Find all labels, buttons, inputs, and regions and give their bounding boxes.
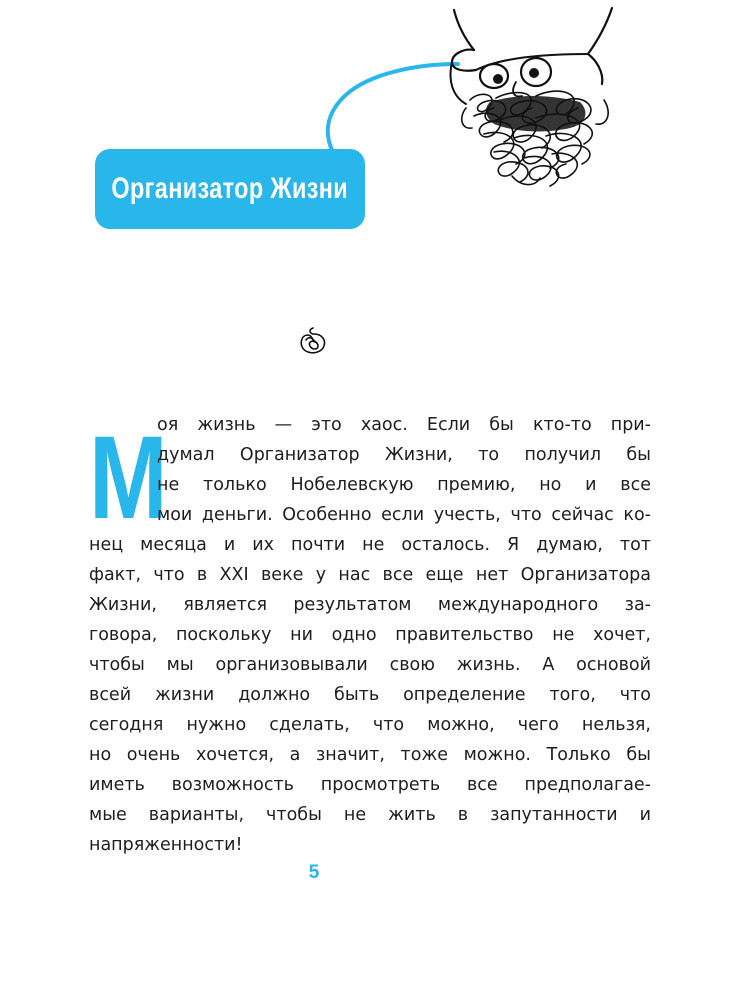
chapter-title: Организатор Жизни (111, 172, 349, 205)
connector-line (328, 64, 458, 150)
body-text-line: всей жизни должно быть определение того, что (89, 685, 651, 705)
body-text-line: но очень хочется, а значит, тоже можно. Только бы (89, 745, 651, 765)
page-number: 5 (308, 862, 320, 883)
body-text-line: Жизни, является результатом международного за- (89, 595, 651, 615)
body-text-line: факт, что в XXI веке у нас все еще нет Организатора (89, 565, 651, 585)
swirl-ornament-icon (298, 324, 328, 356)
drop-cap: М (89, 412, 168, 544)
body-text-line-last: напряженности! (89, 835, 243, 855)
body-text-line: сегодня нужно сделать, что можно, чего нельзя, (89, 715, 651, 735)
body-text-line: мые варианты, чтобы не жить в запутанности и (89, 805, 651, 825)
bearded-face-icon (451, 8, 612, 186)
body-text-line: нец месяца и их почти не осталось. Я думаю, тот (89, 535, 651, 555)
body-text-line: оя жизнь — это хаос. Если бы кто-то при- (157, 415, 651, 435)
body-text-line: говора, поскольку ни одно правительство не хочет, (89, 625, 651, 645)
body-text-line: иметь возможность просмотреть все предполагае- (89, 775, 651, 795)
body-text-line: мои деньги. Особенно если учесть, что сейчас ко- (157, 505, 651, 525)
chapter-title-box (95, 149, 365, 229)
body-text-line: чтобы мы организовывали свою жизнь. А основой (89, 655, 651, 675)
body-text-line: думал Организатор Жизни, то получил бы (157, 445, 651, 465)
body-text-line: не только Нобелевскую премию, но и все (157, 475, 651, 495)
